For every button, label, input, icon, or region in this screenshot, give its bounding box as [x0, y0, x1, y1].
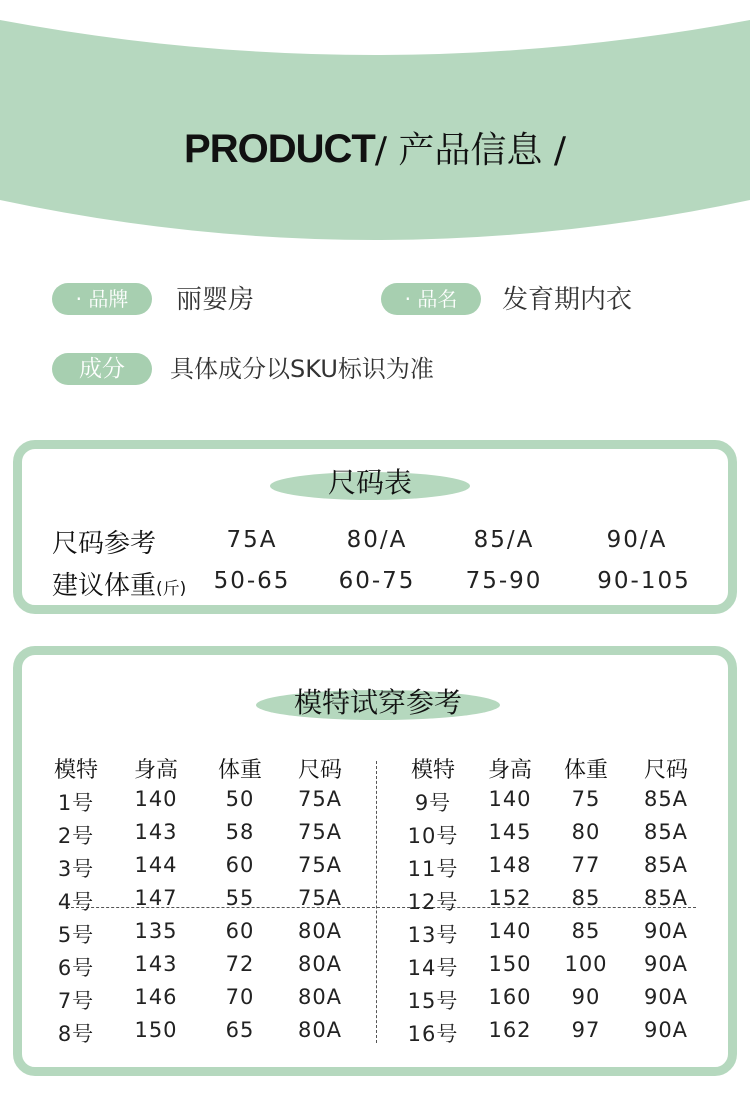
- right-row-10-weight: 80: [571, 820, 601, 844]
- name-label: · 品名: [381, 283, 481, 315]
- left-row-2-height: 143: [134, 820, 178, 844]
- left-row-8-size: 80A: [297, 1018, 343, 1042]
- right-row-9-size: 85A: [643, 787, 689, 811]
- right-row-9-model: 9号: [414, 791, 452, 815]
- size-90a: 90/A: [606, 527, 668, 553]
- weight-unit: (斤): [156, 579, 187, 599]
- right-row-10-size: 85A: [643, 820, 689, 844]
- title-en: PRODUCT: [184, 127, 375, 171]
- right-row-12-model: 12号: [407, 890, 459, 914]
- right-row-11-weight: 77: [571, 853, 601, 877]
- model-chart-title: 模特试穿参考: [293, 686, 462, 719]
- right-row-13-weight: 85: [571, 919, 601, 943]
- left-header-size: 尺码: [297, 758, 342, 783]
- left-row-5-model: 5号: [57, 923, 95, 947]
- right-row-13-size: 90A: [643, 919, 689, 943]
- left-row-4-height: 147: [134, 886, 178, 910]
- header-band: [0, 0, 750, 240]
- left-row-3-height: 144: [134, 853, 178, 877]
- left-header-model: 模特: [53, 758, 98, 783]
- weight-80a: 60-75: [338, 568, 416, 594]
- right-row-14-height: 150: [488, 952, 532, 976]
- composition-label: 成分: [52, 353, 152, 385]
- right-header-weight: 体重: [563, 758, 608, 783]
- left-row-7-height: 146: [134, 985, 178, 1009]
- right-row-9-height: 140: [488, 787, 532, 811]
- right-row-13-model: 13号: [407, 923, 459, 947]
- right-row-12-height: 152: [488, 886, 532, 910]
- right-row-16-size: 90A: [643, 1018, 689, 1042]
- left-row-1-size: 75A: [297, 787, 343, 811]
- right-row-11-height: 148: [488, 853, 532, 877]
- right-row-16-height: 162: [488, 1018, 532, 1042]
- left-row-6-size: 80A: [297, 952, 343, 976]
- left-row-5-height: 135: [134, 919, 178, 943]
- page-title: [0, 122, 750, 173]
- brand-label: · 品牌: [52, 283, 152, 315]
- left-row-1-height: 140: [134, 787, 178, 811]
- right-row-15-model: 15号: [407, 989, 459, 1013]
- left-row-7-size: 80A: [297, 985, 343, 1009]
- weight-75a: 50-65: [213, 568, 291, 594]
- left-row-2-size: 75A: [297, 820, 343, 844]
- size-85a: 85/A: [473, 527, 535, 553]
- name-value: 发育期内衣: [502, 285, 633, 315]
- left-row-4-model: 4号: [57, 890, 95, 914]
- right-header-model: 模特: [410, 758, 455, 783]
- column-divider: [376, 761, 377, 1043]
- left-row-1-model: 1号: [57, 791, 95, 815]
- right-row-13-height: 140: [488, 919, 532, 943]
- weight-90a: 90-105: [597, 568, 691, 594]
- left-row-6-height: 143: [134, 952, 178, 976]
- left-row-6-weight: 72: [225, 952, 255, 976]
- left-row-6-model: 6号: [57, 956, 95, 980]
- right-row-15-weight: 90: [571, 985, 601, 1009]
- size-80a: 80/A: [346, 527, 408, 553]
- right-row-11-size: 85A: [643, 853, 689, 877]
- right-row-11-model: 11号: [407, 857, 459, 881]
- left-row-5-weight: 60: [225, 919, 255, 943]
- weight-label-text: 建议体重: [52, 571, 157, 601]
- left-row-3-weight: 60: [225, 853, 255, 877]
- right-row-12-weight: 85: [571, 886, 601, 910]
- left-row-2-model: 2号: [57, 824, 95, 848]
- left-row-4-size: 75A: [297, 886, 343, 910]
- left-row-3-model: 3号: [57, 857, 95, 881]
- right-row-16-weight: 97: [571, 1018, 601, 1042]
- left-row-8-weight: 65: [225, 1018, 255, 1042]
- left-header-weight: 体重: [217, 758, 262, 783]
- left-row-3-size: 75A: [297, 853, 343, 877]
- right-row-10-model: 10号: [407, 824, 459, 848]
- right-row-9-weight: 75: [571, 787, 601, 811]
- size-chart-box: [13, 440, 737, 614]
- left-row-4-weight: 55: [225, 886, 255, 910]
- right-row-14-model: 14号: [407, 956, 459, 980]
- size-75a: 75A: [226, 527, 278, 553]
- left-row-5-size: 80A: [297, 919, 343, 943]
- brand-value: 丽婴房: [176, 285, 255, 315]
- left-row-1-weight: 50: [225, 787, 255, 811]
- right-header-size: 尺码: [643, 758, 688, 783]
- weight-label: [52, 565, 186, 602]
- right-row-15-size: 90A: [643, 985, 689, 1009]
- right-row-15-height: 160: [488, 985, 532, 1009]
- model-chart-box: [13, 646, 737, 1076]
- right-row-10-height: 145: [488, 820, 532, 844]
- size-ref-label: 尺码参考: [52, 529, 157, 559]
- title-zh: / 产品信息 /: [374, 130, 566, 171]
- left-row-7-weight: 70: [225, 985, 255, 1009]
- left-row-7-model: 7号: [57, 989, 95, 1013]
- right-row-12-size: 85A: [643, 886, 689, 910]
- left-row-8-model: 8号: [57, 1022, 95, 1046]
- right-row-14-size: 90A: [643, 952, 689, 976]
- left-row-8-height: 150: [134, 1018, 178, 1042]
- composition-value: 具体成分以SKU标识为准: [170, 355, 434, 383]
- right-header-height: 身高: [487, 758, 532, 783]
- right-row-16-model: 16号: [407, 1022, 459, 1046]
- left-header-height: 身高: [133, 758, 178, 783]
- left-row-2-weight: 58: [225, 820, 255, 844]
- weight-85a: 75-90: [465, 568, 543, 594]
- right-row-14-weight: 100: [564, 952, 608, 976]
- size-chart-title: 尺码表: [327, 466, 412, 499]
